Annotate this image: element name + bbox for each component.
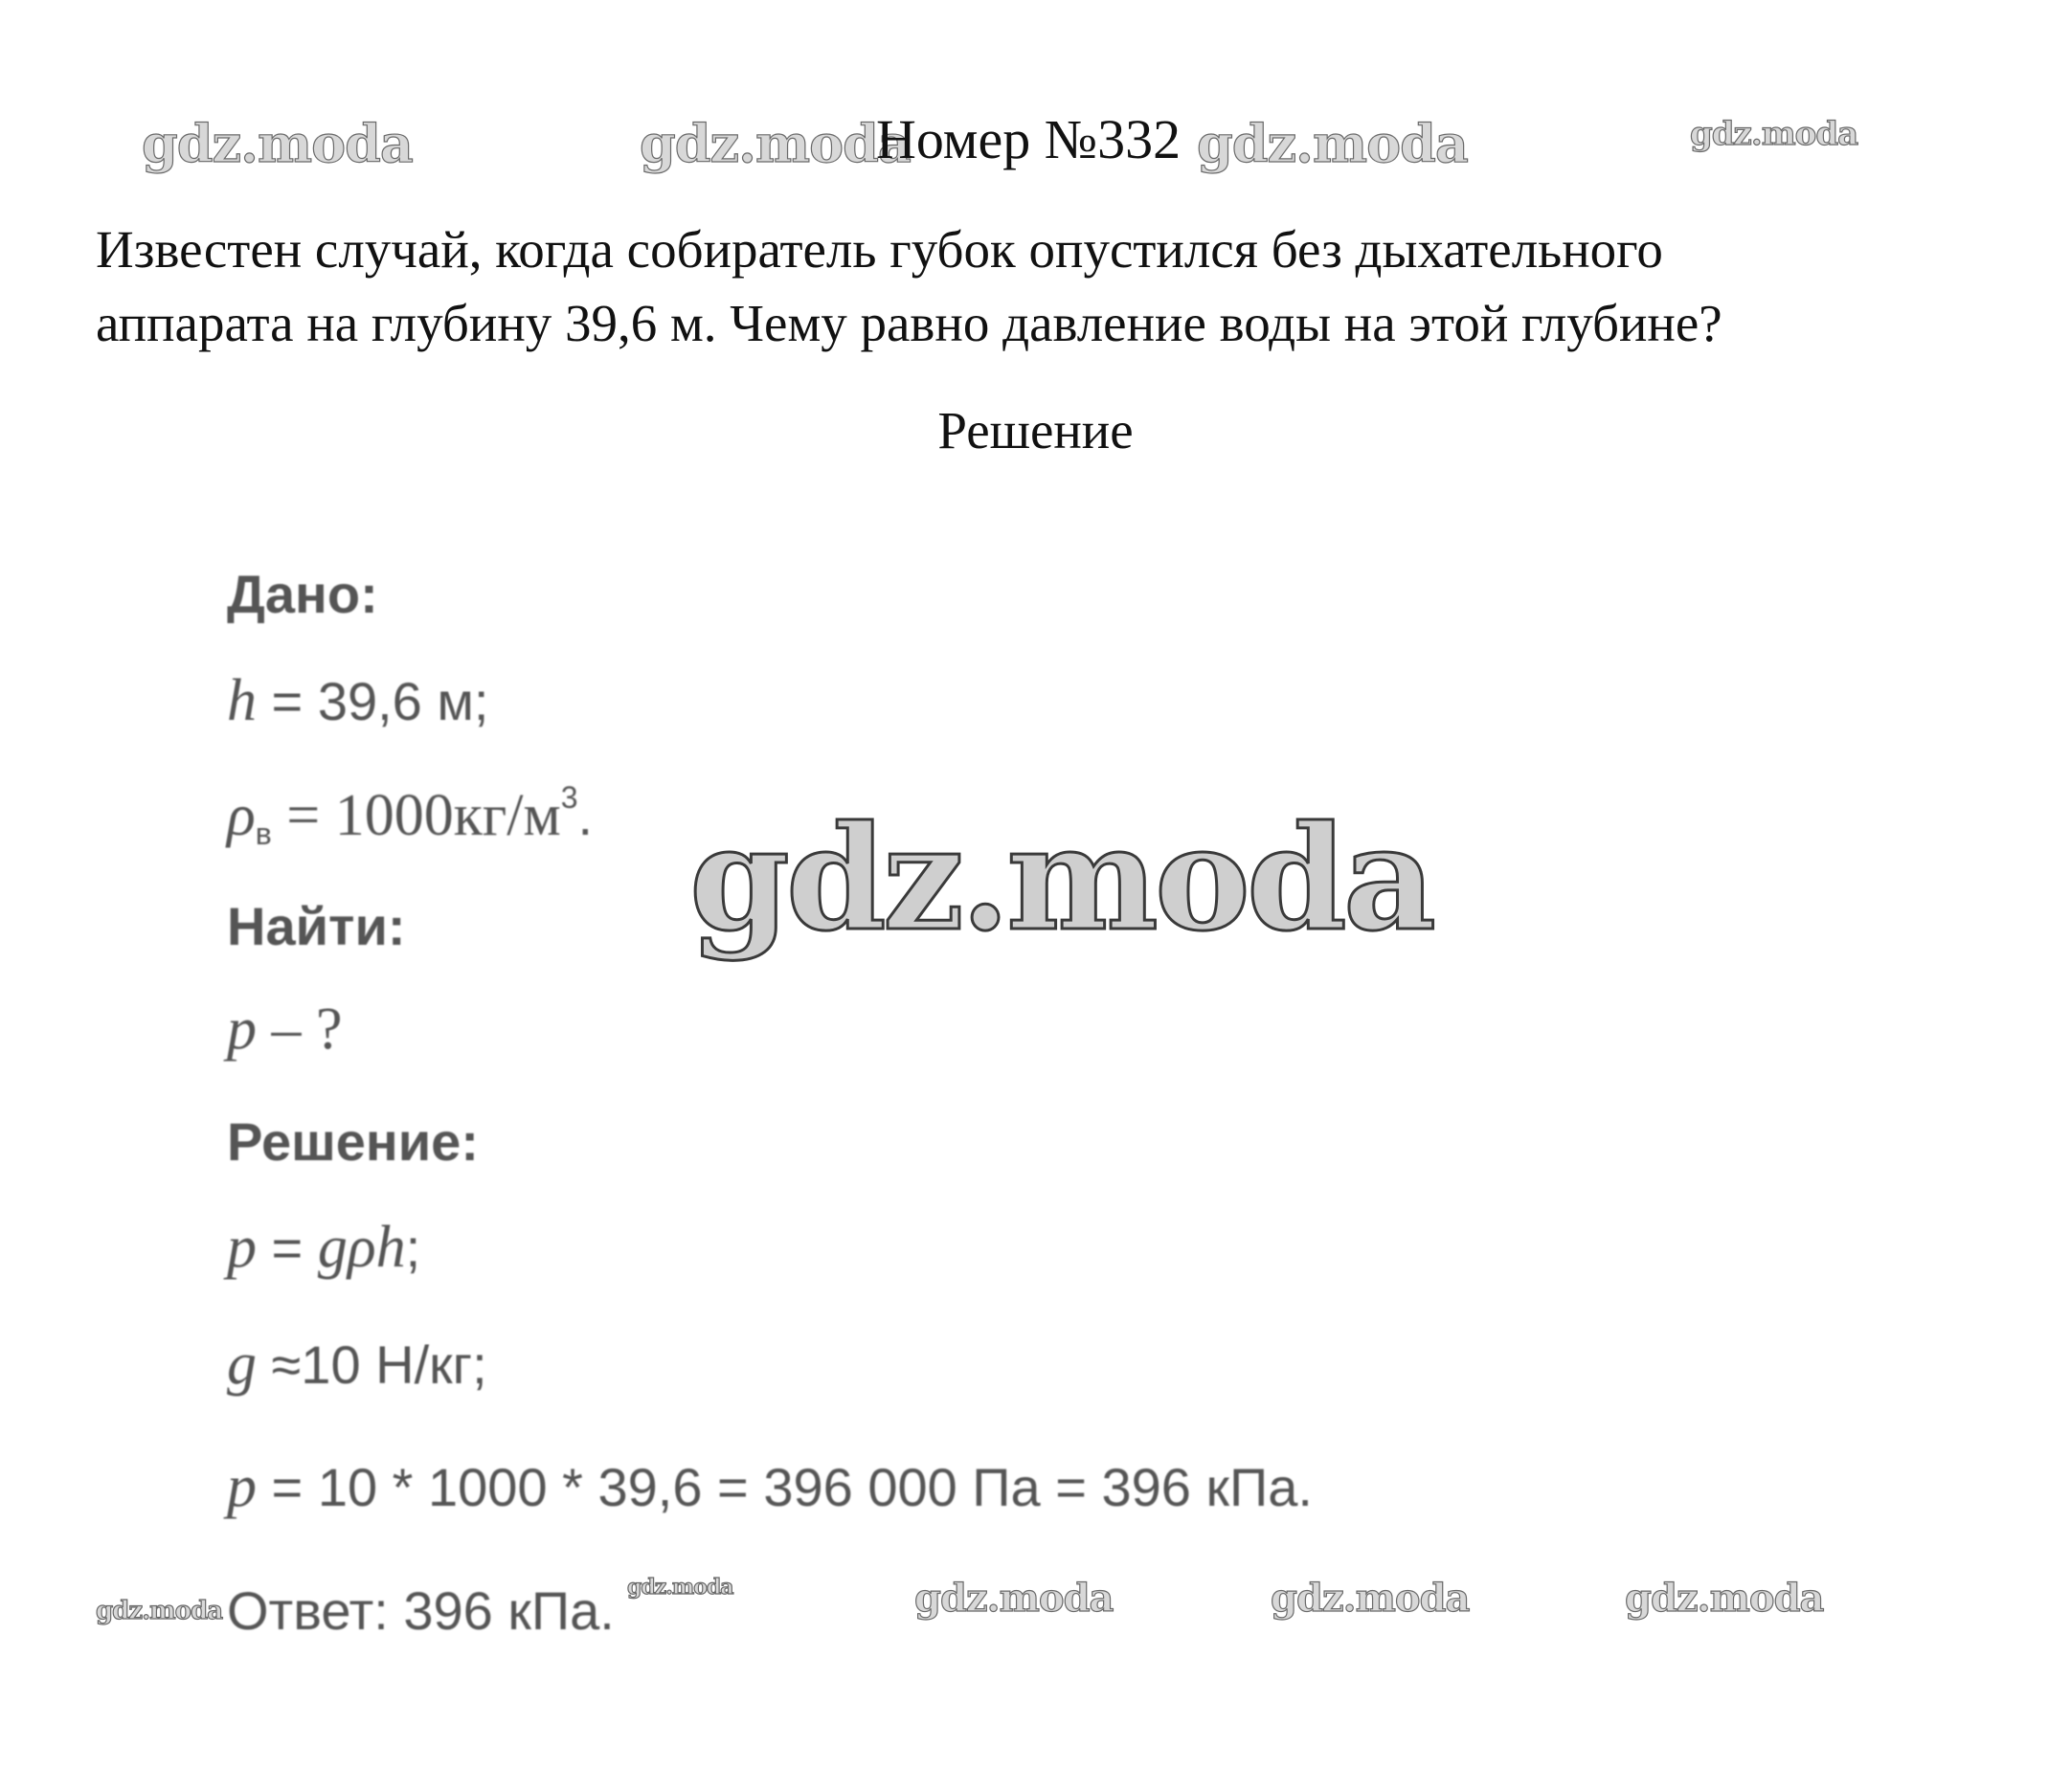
- calc-value: = 10 * 1000 * 39,6 = 396 000 Па = 396 кПа.: [257, 1457, 1313, 1517]
- h-value: = 39,6 м;: [257, 671, 489, 731]
- rho-value: = 1000кг/м: [271, 783, 561, 848]
- formula-rhs: gρh: [317, 1215, 406, 1280]
- rho-subscript: в: [255, 817, 272, 851]
- watermark-title-left: gdz.moda: [640, 113, 911, 174]
- watermark-center: gdz.moda: [689, 795, 1433, 963]
- g-variable: g: [227, 1332, 257, 1397]
- watermark-title-right: gdz.moda: [1197, 113, 1468, 174]
- formula-eq: =: [257, 1218, 318, 1278]
- h-variable: h: [227, 668, 257, 733]
- formula-end: ;: [405, 1218, 421, 1278]
- calculation-line: [227, 1453, 1313, 1521]
- answer-line: Ответ: 396 кПа.: [227, 1580, 615, 1641]
- rho-superscript: 3: [560, 780, 578, 815]
- page-title: Номер №332: [876, 108, 1182, 170]
- formula-line: [227, 1214, 420, 1282]
- watermark-bottom-small: gdz.moda: [627, 1575, 733, 1600]
- g-line: [227, 1331, 487, 1399]
- find-p: [227, 996, 343, 1064]
- rho-end: .: [577, 786, 594, 846]
- watermark-top-left: gdz.moda: [142, 113, 413, 174]
- formula-p: p: [227, 1215, 257, 1280]
- problem-line-2: аппарата на глубину 39,6 м. Чему равно давление воды на этой глубине?: [96, 294, 1722, 352]
- watermark-bottom-2: gdz.moda: [1271, 1576, 1470, 1621]
- find-label: Найти:: [227, 896, 406, 956]
- problem-line-1: Известен случай, когда собиратель губок опустился без дыхательного: [96, 220, 1663, 279]
- p-find-rest: – ?: [257, 997, 343, 1062]
- given-h: [227, 667, 488, 735]
- rho-variable: ρ: [227, 783, 256, 848]
- problem-text: [96, 213, 2011, 360]
- given-label: Дано:: [227, 564, 378, 624]
- g-value: ≈10 Н/кг;: [257, 1334, 487, 1395]
- solution-label: Решение:: [227, 1111, 479, 1172]
- watermark-bottom-1: gdz.moda: [914, 1576, 1114, 1621]
- solution-heading: Решение: [937, 401, 1134, 459]
- p-find-variable: p: [227, 997, 257, 1062]
- watermark-bottom-3: gdz.moda: [1625, 1576, 1824, 1621]
- given-rho: [227, 780, 593, 852]
- calc-variable: p: [227, 1454, 257, 1519]
- watermark-bottom-left: gdz.moda: [96, 1597, 223, 1625]
- watermark-top-right: gdz.moda: [1690, 115, 1858, 153]
